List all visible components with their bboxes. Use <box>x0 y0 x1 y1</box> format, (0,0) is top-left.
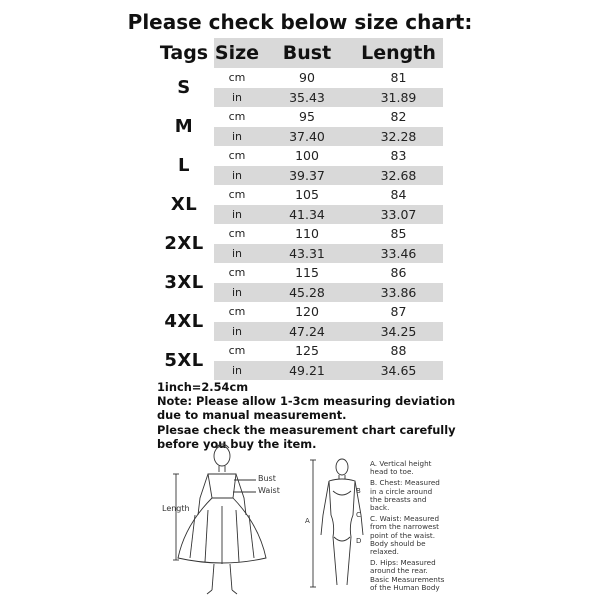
unit-cell: cm <box>228 149 246 163</box>
table-row <box>214 341 443 361</box>
unit-cell: cm <box>228 110 246 124</box>
unit-cell: cm <box>228 266 246 280</box>
letter-d: D <box>356 537 362 545</box>
unit-cell: in <box>214 88 260 108</box>
bust-cell: 110 <box>295 226 319 242</box>
note-line: Plesae check the measurement chart carefully <box>157 422 456 437</box>
size-group <box>154 107 443 146</box>
unit-cell: in <box>214 205 260 225</box>
page-title: Please check below size chart: <box>127 10 473 34</box>
unit-cell: cm <box>228 188 246 202</box>
legend-c: C. Waist: Measured from the narrowest point of the waist. Body should be relaxed. <box>370 514 440 557</box>
unit-cell: in <box>214 283 260 303</box>
note-line: due to manual measurement. <box>157 408 347 423</box>
size-tag: XL <box>170 194 198 215</box>
table-row <box>214 205 443 225</box>
size-tag: 4XL <box>164 311 204 332</box>
letter-b: B <box>356 487 361 495</box>
bust-cell: 37.40 <box>260 127 354 147</box>
size-group <box>154 341 443 380</box>
bust-cell: 39.37 <box>260 166 354 186</box>
size-tag: 2XL <box>164 233 204 254</box>
length-cell: 82 <box>390 109 407 125</box>
letter-a: A <box>305 517 310 525</box>
table-row <box>214 283 443 303</box>
length-cell: 32.28 <box>354 127 443 147</box>
table-row <box>214 68 443 88</box>
bust-cell: 115 <box>295 265 319 281</box>
bust-cell: 100 <box>295 148 319 164</box>
length-cell: 84 <box>390 187 407 203</box>
header-length: Length <box>354 38 443 68</box>
table-row <box>214 302 443 322</box>
length-cell: 34.65 <box>354 361 443 381</box>
table-row <box>214 88 443 108</box>
dress-illustration <box>160 440 310 600</box>
size-tag: 5XL <box>164 350 204 371</box>
bust-cell: 95 <box>299 109 315 125</box>
length-label: Length <box>162 504 190 513</box>
unit-cell: cm <box>228 71 246 85</box>
table-row <box>214 224 443 244</box>
unit-cell: cm <box>228 344 246 358</box>
length-cell: 88 <box>390 343 407 359</box>
size-group <box>154 185 443 224</box>
unit-cell: in <box>214 166 260 186</box>
bust-cell: 35.43 <box>260 88 354 108</box>
bust-cell: 90 <box>299 70 315 86</box>
body-legend <box>370 460 445 595</box>
waist-label: Waist <box>258 486 280 495</box>
header-bust: Bust <box>260 38 354 68</box>
size-tag: 3XL <box>164 272 204 293</box>
size-group <box>154 224 443 263</box>
header-tags: Tags <box>159 42 209 64</box>
size-tag: L <box>178 155 190 176</box>
bust-cell: 120 <box>295 304 319 320</box>
bust-cell: 45.28 <box>260 283 354 303</box>
size-chart-table <box>154 38 443 380</box>
size-group <box>154 146 443 185</box>
bust-cell: 49.21 <box>260 361 354 381</box>
unit-cell: cm <box>228 227 246 241</box>
table-row <box>214 185 443 205</box>
length-cell: 85 <box>390 226 407 242</box>
length-cell: 86 <box>390 265 407 281</box>
length-cell: 33.07 <box>354 205 443 225</box>
legend-b: B. Chest: Measured in a circle around the breasts and back. <box>370 478 440 513</box>
size-group <box>154 263 443 302</box>
table-row <box>214 361 443 381</box>
note-line: 1inch=2.54cm <box>157 380 249 394</box>
length-cell: 83 <box>390 148 407 164</box>
size-group <box>154 302 443 341</box>
length-cell: 81 <box>390 70 407 86</box>
length-cell: 32.68 <box>354 166 443 186</box>
unit-cell: in <box>214 127 260 147</box>
table-row <box>214 166 443 186</box>
bust-cell: 41.34 <box>260 205 354 225</box>
note-line: before you buy the item. <box>157 436 317 451</box>
table-row <box>214 244 443 264</box>
length-cell: 34.25 <box>354 322 443 342</box>
table-row <box>214 127 443 147</box>
unit-cell: in <box>214 322 260 342</box>
length-cell: 33.46 <box>354 244 443 264</box>
table-header <box>154 38 443 68</box>
bust-cell: 43.31 <box>260 244 354 264</box>
letter-c: C <box>356 511 361 519</box>
table-row <box>214 322 443 342</box>
unit-cell: in <box>214 361 260 381</box>
unit-cell: in <box>214 244 260 264</box>
dress-measurement-figure <box>160 440 310 600</box>
table-row <box>214 107 443 127</box>
header-size: Size <box>214 38 260 68</box>
size-tag: S <box>177 77 191 98</box>
legend-d: D. Hips: Measured around the rear. Basic Measurements of the Human Body <box>370 558 445 592</box>
size-group <box>154 68 443 107</box>
bust-cell: 125 <box>295 343 319 359</box>
bust-cell: 47.24 <box>260 322 354 342</box>
legend-a: A. Vertical height head to toe. <box>370 459 432 477</box>
length-cell: 87 <box>390 304 407 320</box>
length-cell: 31.89 <box>354 88 443 108</box>
note-line: Note: Please allow 1-3cm measuring deviation <box>157 394 456 409</box>
unit-cell: cm <box>228 305 246 319</box>
bust-cell: 105 <box>295 187 319 203</box>
size-tag: M <box>174 116 194 137</box>
table-row <box>214 146 443 166</box>
body-illustration <box>305 455 375 595</box>
length-cell: 33.86 <box>354 283 443 303</box>
bust-label: Bust <box>258 474 276 483</box>
table-row <box>214 263 443 283</box>
